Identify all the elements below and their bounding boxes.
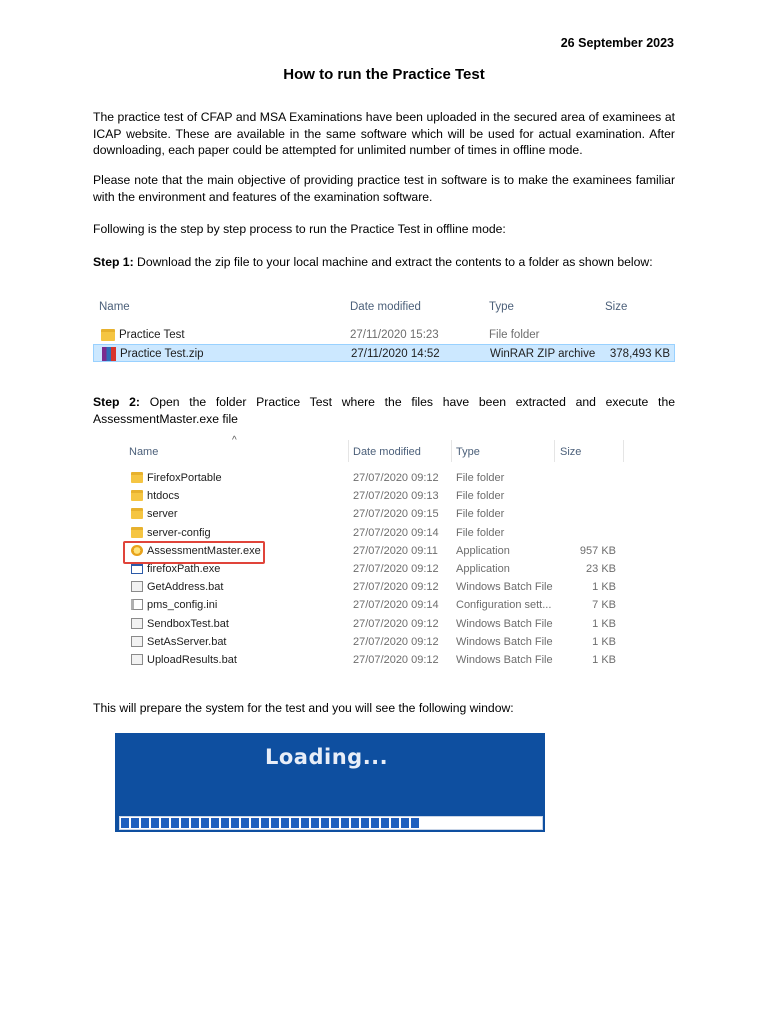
column-divider[interactable] bbox=[623, 440, 624, 462]
step1-paragraph bbox=[93, 254, 675, 271]
file-date-modified: 27/07/2020 09:12 bbox=[353, 563, 439, 575]
file-name: firefoxPath.exe bbox=[147, 563, 221, 575]
column-size[interactable]: Size bbox=[560, 446, 582, 458]
file-name: SendboxTest.bat bbox=[147, 617, 229, 630]
column-divider[interactable] bbox=[348, 440, 349, 462]
prepare-paragraph: This will prepare the system for the test and you will see the following window: bbox=[93, 701, 514, 715]
column-name[interactable]: Name bbox=[129, 446, 159, 458]
step1-text: Download the zip file to your local machine and extract the contents to a folder as shown below: bbox=[133, 255, 653, 269]
file-name: server bbox=[147, 508, 178, 521]
file-row[interactable] bbox=[120, 578, 630, 596]
file-row[interactable] bbox=[120, 615, 630, 633]
folder-icon bbox=[131, 508, 143, 519]
intro-paragraph: The practice test of CFAP and MSA Examinations have been uploaded in the secured area of examinees at ICAP website. These are available in the same software which will be used for actual examination. After downloading, each paper could be attempted for unlimited number of times in offline mode. bbox=[93, 110, 675, 157]
file-type: Windows Batch File bbox=[456, 581, 553, 594]
file-row[interactable] bbox=[120, 469, 630, 487]
file-date-modified: 27/07/2020 09:12 bbox=[353, 654, 439, 666]
step2-label: Step 2: bbox=[93, 395, 140, 409]
file-type: Application bbox=[456, 563, 510, 575]
folder-icon bbox=[131, 527, 143, 538]
file-size: 378,493 KB bbox=[609, 348, 670, 360]
column-size[interactable]: Size bbox=[605, 301, 628, 313]
folder-icon bbox=[101, 329, 115, 341]
file-type: Windows Batch File bbox=[456, 654, 553, 666]
file-type: File folder bbox=[456, 490, 505, 503]
config-file-icon bbox=[131, 599, 143, 610]
column-name[interactable]: Name bbox=[99, 301, 130, 313]
step2-text: Open the folder Practice Test where the files have been extracted and execute the AssessmentMaster.exe file bbox=[93, 395, 675, 426]
file-date-modified: 27/07/2020 09:14 bbox=[353, 599, 439, 612]
file-name: Practice Test bbox=[119, 329, 185, 341]
file-name: AssessmentMaster.exe bbox=[147, 544, 261, 557]
file-row[interactable] bbox=[120, 651, 630, 669]
file-date-modified: 27/07/2020 09:12 bbox=[353, 581, 439, 594]
file-name: UploadResults.bat bbox=[147, 654, 237, 666]
file-type: Windows Batch File bbox=[456, 635, 553, 648]
loading-text: Loading... bbox=[265, 745, 389, 769]
progress-bar bbox=[119, 816, 543, 830]
file-date-modified: 27/07/2020 09:12 bbox=[353, 472, 439, 484]
process-paragraph: Following is the step by step process to run the Practice Test in offline mode: bbox=[93, 222, 506, 236]
document-title: How to run the Practice Test bbox=[283, 66, 485, 83]
file-size: 1 KB bbox=[592, 635, 616, 648]
file-row[interactable] bbox=[120, 487, 630, 505]
column-type[interactable]: Type bbox=[456, 446, 480, 458]
file-row[interactable] bbox=[120, 505, 630, 523]
file-type: File folder bbox=[489, 329, 540, 341]
file-date-modified: 27/07/2020 09:15 bbox=[353, 508, 439, 521]
step2-paragraph bbox=[93, 394, 675, 427]
file-date-modified: 27/07/2020 09:12 bbox=[353, 635, 439, 648]
file-date-modified: 27/07/2020 09:11 bbox=[353, 544, 438, 557]
executable-icon bbox=[131, 563, 143, 574]
file-size: 7 KB bbox=[592, 599, 616, 612]
file-name: SetAsServer.bat bbox=[147, 635, 227, 648]
explorer-window-folder bbox=[120, 435, 630, 670]
file-row[interactable] bbox=[93, 344, 675, 362]
file-name: GetAddress.bat bbox=[147, 581, 224, 594]
file-row[interactable] bbox=[120, 633, 630, 651]
column-date-modified[interactable]: Date modified bbox=[353, 446, 421, 458]
sort-ascending-icon: ^ bbox=[232, 435, 237, 446]
column-type[interactable]: Type bbox=[489, 301, 514, 313]
batch-file-icon bbox=[131, 618, 143, 629]
explorer-window-zip bbox=[93, 296, 675, 368]
loading-window bbox=[115, 733, 545, 832]
file-date-modified: 27/07/2020 09:13 bbox=[353, 490, 439, 503]
file-date-modified: 27/07/2020 09:12 bbox=[353, 617, 439, 630]
file-size: 1 KB bbox=[592, 654, 616, 666]
file-row[interactable] bbox=[93, 326, 675, 344]
file-name: pms_config.ini bbox=[147, 599, 218, 612]
folder-icon bbox=[131, 472, 143, 483]
file-type: Configuration sett... bbox=[456, 599, 552, 612]
progress-fill bbox=[121, 818, 419, 828]
zip-archive-icon bbox=[102, 347, 116, 361]
file-name: server-config bbox=[147, 526, 211, 539]
folder-icon bbox=[131, 490, 143, 501]
file-type: File folder bbox=[456, 508, 505, 521]
file-type: WinRAR ZIP archive bbox=[490, 348, 596, 360]
file-type: File folder bbox=[456, 472, 505, 484]
file-name: Practice Test.zip bbox=[120, 348, 204, 360]
file-size: 957 KB bbox=[579, 544, 616, 557]
highlight-box bbox=[123, 541, 265, 564]
file-type: File folder bbox=[456, 526, 505, 539]
file-size: 23 KB bbox=[586, 563, 616, 575]
objective-paragraph: Please note that the main objective of providing practice test in software is to make the examinees familiar with the environment and features of the examination software. bbox=[93, 173, 675, 204]
file-name: htdocs bbox=[147, 490, 180, 503]
file-row[interactable] bbox=[120, 524, 630, 542]
column-divider[interactable] bbox=[554, 440, 555, 462]
batch-file-icon bbox=[131, 636, 143, 647]
document-date: 26 September 2023 bbox=[560, 36, 674, 50]
file-date-modified: 27/11/2020 14:52 bbox=[351, 348, 440, 360]
explorer-header bbox=[93, 301, 675, 319]
file-date-modified: 27/11/2020 15:23 bbox=[350, 329, 439, 341]
file-date-modified: 27/07/2020 09:14 bbox=[353, 526, 439, 539]
file-type: Application bbox=[456, 544, 510, 557]
step1-label: Step 1: bbox=[93, 255, 134, 269]
batch-file-icon bbox=[131, 581, 143, 592]
file-name: FirefoxPortable bbox=[147, 472, 222, 484]
column-divider[interactable] bbox=[451, 440, 452, 462]
column-date-modified[interactable]: Date modified bbox=[350, 301, 421, 313]
file-row[interactable] bbox=[120, 596, 630, 614]
file-type: Windows Batch File bbox=[456, 617, 553, 630]
file-size: 1 KB bbox=[592, 581, 616, 594]
file-size: 1 KB bbox=[592, 617, 616, 630]
batch-file-icon bbox=[131, 654, 143, 665]
